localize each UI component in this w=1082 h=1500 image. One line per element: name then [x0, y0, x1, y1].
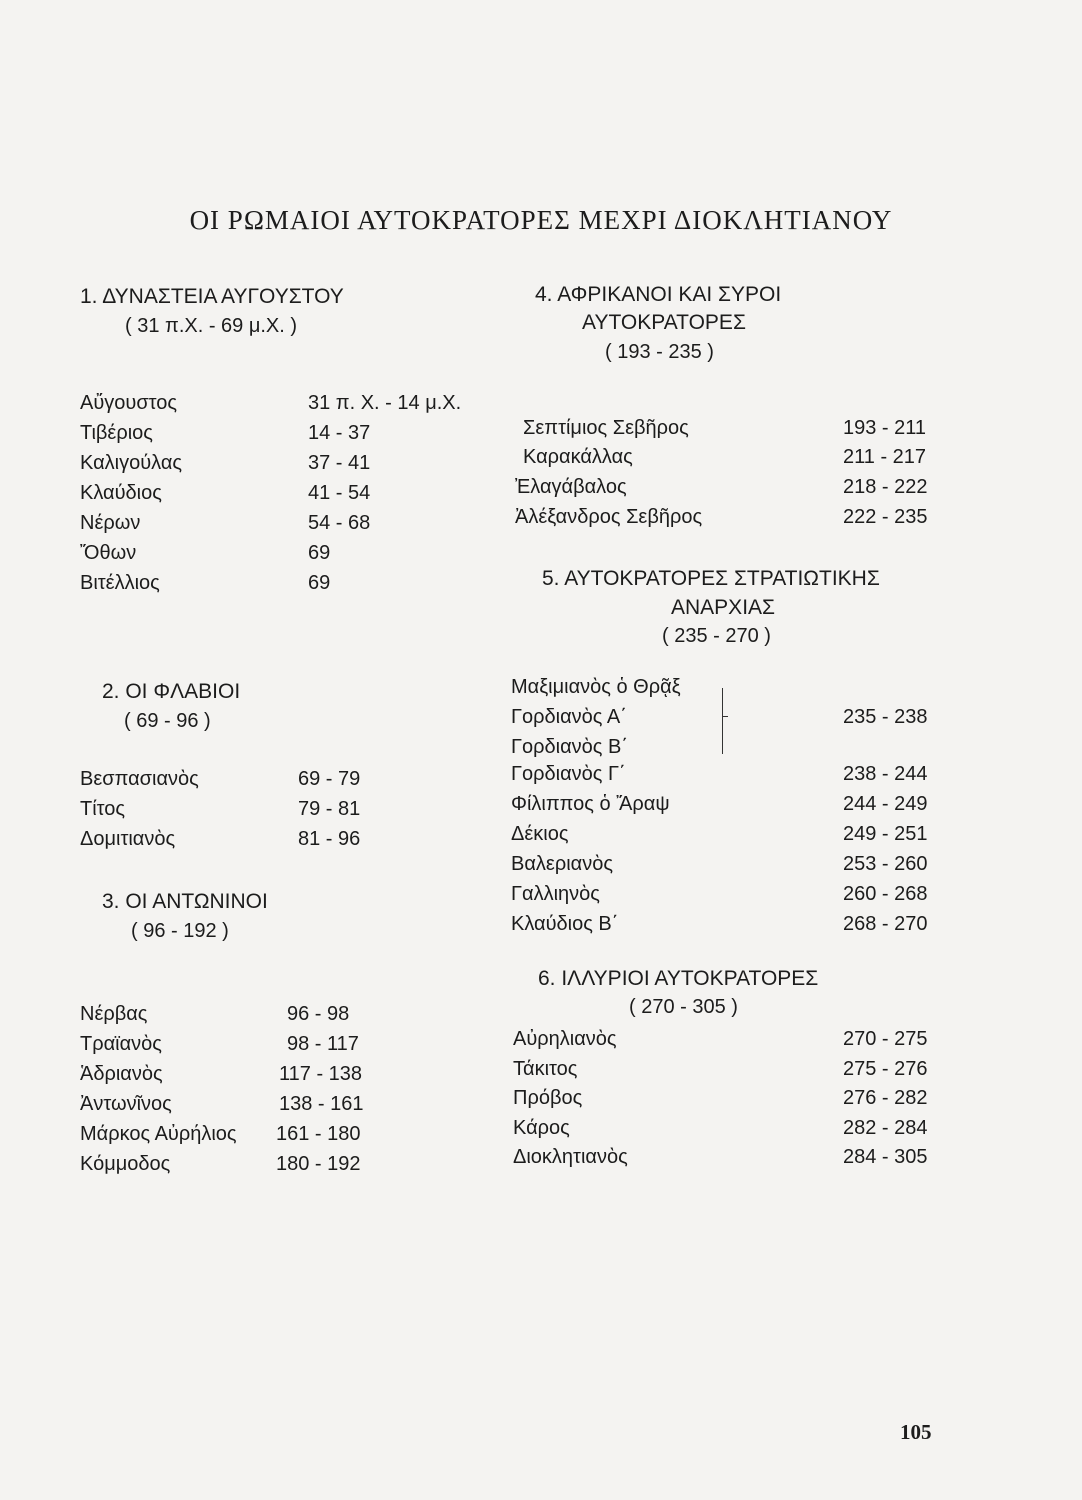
emperor-name: Καλιγούλας — [80, 452, 183, 474]
section-5-heading-line2: ΑΝΑΡΧΙΑΣ — [671, 596, 776, 619]
emperor-name: Αὐρηλιανὸς — [513, 1028, 617, 1050]
emperor-years: 69 — [308, 572, 331, 594]
section-2-period: ( 69 - 96 ) — [124, 710, 211, 732]
emperor-name: Κάρος — [513, 1117, 570, 1139]
emperor-name: Κλαύδιος Β΄ — [511, 913, 619, 935]
emperor-years: 14 - 37 — [308, 422, 371, 444]
section-1-heading: 1. ΔΥΝΑΣΤΕΙΑ ΑΥΓΟΥΣΤΟΥ — [80, 285, 344, 308]
emperor-years: 180 - 192 — [276, 1153, 361, 1175]
emperor-name: Τραϊανὸς — [80, 1033, 162, 1055]
bracket-tip — [722, 716, 728, 717]
emperor-name: Δέκιος — [511, 823, 569, 845]
emperor-years: 96 - 98 — [287, 1003, 350, 1025]
page-title: ΟΙ ΡΩΜΑΙΟΙ ΑΥΤΟΚΡΑΤΟΡΕΣ ΜΕΧΡΙ ΔΙΟΚΛΗΤΙΑΝΟΥ — [189, 205, 893, 235]
emperor-years: 81 - 96 — [298, 828, 361, 850]
emperor-years: 41 - 54 — [308, 482, 371, 504]
emperor-name: Ἀντωνῖνος — [80, 1093, 172, 1115]
emperor-years: 37 - 41 — [308, 452, 371, 474]
emperor-name: Ἀλέξανδρος Σεβῆρος — [515, 506, 703, 528]
emperor-years: 249 - 251 — [843, 823, 928, 845]
emperor-name: Ἐλαγάβαλος — [515, 476, 627, 498]
emperor-years: 238 - 244 — [843, 763, 928, 785]
emperor-name: Βεσπασιανὸς — [80, 768, 199, 790]
emperor-years: 284 - 305 — [843, 1146, 928, 1168]
emperor-name: Αὔγουστος — [80, 392, 178, 414]
emperor-years: 244 - 249 — [843, 793, 928, 815]
emperor-name: Διοκλητιανὸς — [513, 1146, 628, 1168]
emperor-name: Ἁδριανὸς — [80, 1063, 163, 1085]
section-6-heading: 6. ΙΛΛΥΡΙΟΙ ΑΥΤΟΚΡΑΤΟΡΕΣ — [538, 967, 819, 990]
emperor-name: Φίλιππος ὁ Ἄραψ — [511, 793, 670, 815]
section-2-heading: 2. ΟΙ ΦΛΑΒΙΟΙ — [102, 680, 241, 703]
emperor-years: 98 - 117 — [287, 1033, 359, 1055]
emperor-name: Τάκιτος — [513, 1058, 578, 1080]
section-5-heading: 5. ΑΥΤΟΚΡΑΤΟΡΕΣ ΣΤΡΑΤΙΩΤΙΚΗΣ — [542, 567, 880, 590]
emperor-years: 69 — [308, 542, 331, 564]
emperor-name: Πρόβος — [513, 1087, 583, 1109]
emperor-name: Τιβέριος — [80, 422, 153, 444]
emperor-name: Κόμμοδος — [80, 1153, 171, 1175]
emperor-name: Μαξιμιανὸς ὁ Θρᾷξ — [511, 676, 681, 698]
emperor-years: 161 - 180 — [276, 1123, 361, 1145]
emperor-years: 218 - 222 — [843, 476, 928, 498]
emperor-years: 260 - 268 — [843, 883, 928, 905]
emperor-name: Γορδιανὸς Β΄ — [511, 736, 628, 758]
emperor-years: 211 - 217 — [843, 446, 927, 468]
emperor-years: 253 - 260 — [843, 853, 928, 875]
emperor-years: 282 - 284 — [843, 1117, 928, 1139]
emperor-name: Τίτος — [80, 798, 126, 820]
emperor-years: 138 - 161 — [279, 1093, 364, 1115]
emperor-years: 117 - 138 — [279, 1063, 363, 1085]
emperor-years: 276 - 282 — [843, 1087, 928, 1109]
section-5-period: ( 235 - 270 ) — [662, 625, 771, 647]
emperor-name: Γορδιανὸς Γ΄ — [511, 763, 626, 785]
section-6-period: ( 270 - 305 ) — [629, 996, 738, 1018]
emperor-name: Βαλεριανὸς — [511, 853, 613, 875]
emperor-name: Βιτέλλιος — [80, 572, 160, 594]
section-4-heading: 4. ΑΦΡΙΚΑΝΟΙ ΚΑΙ ΣΥΡΟΙ — [535, 283, 782, 306]
section-1-period: ( 31 π.Χ. - 69 μ.Χ. ) — [125, 315, 298, 337]
emperor-name: Κλαύδιος — [80, 482, 162, 504]
emperor-years: 31 π. Χ. - 14 μ.Χ. — [308, 392, 462, 414]
emperor-years: 69 - 79 — [298, 768, 361, 790]
emperor-years: 79 - 81 — [298, 798, 361, 820]
emperor-name: Νέρβας — [80, 1003, 148, 1025]
emperor-years: 193 - 211 — [843, 417, 927, 439]
emperor-name: Δομιτιανὸς — [80, 828, 176, 850]
bracket-line — [714, 688, 723, 754]
emperor-name: Καρακάλλας — [523, 446, 633, 468]
emperor-name: Γαλλιηνὸς — [511, 883, 600, 905]
emperor-name: Ὄθων — [80, 542, 137, 564]
emperor-years: 235 - 238 — [843, 706, 928, 728]
section-4-heading-line2: ΑΥΤΟΚΡΑΤΟΡΕΣ — [582, 311, 746, 334]
emperor-years: 268 - 270 — [843, 913, 928, 935]
emperor-years: 54 - 68 — [308, 512, 371, 534]
emperor-years: 270 - 275 — [843, 1028, 928, 1050]
emperor-name: Σεπτίμιος Σεβῆρος — [523, 417, 689, 439]
section-3-period: ( 96 - 192 ) — [131, 920, 229, 942]
emperor-name: Γορδιανὸς Α΄ — [511, 706, 627, 728]
emperor-years: 222 - 235 — [843, 506, 928, 528]
emperor-name: Μάρκος Αὐρήλιος — [80, 1123, 237, 1145]
emperor-name: Νέρων — [80, 512, 141, 534]
section-4-period: ( 193 - 235 ) — [605, 341, 714, 363]
section-3-heading: 3. ΟΙ ΑΝΤΩΝΙΝΟΙ — [102, 890, 268, 913]
page-number: 105 — [900, 1420, 932, 1444]
emperor-years: 275 - 276 — [843, 1058, 928, 1080]
